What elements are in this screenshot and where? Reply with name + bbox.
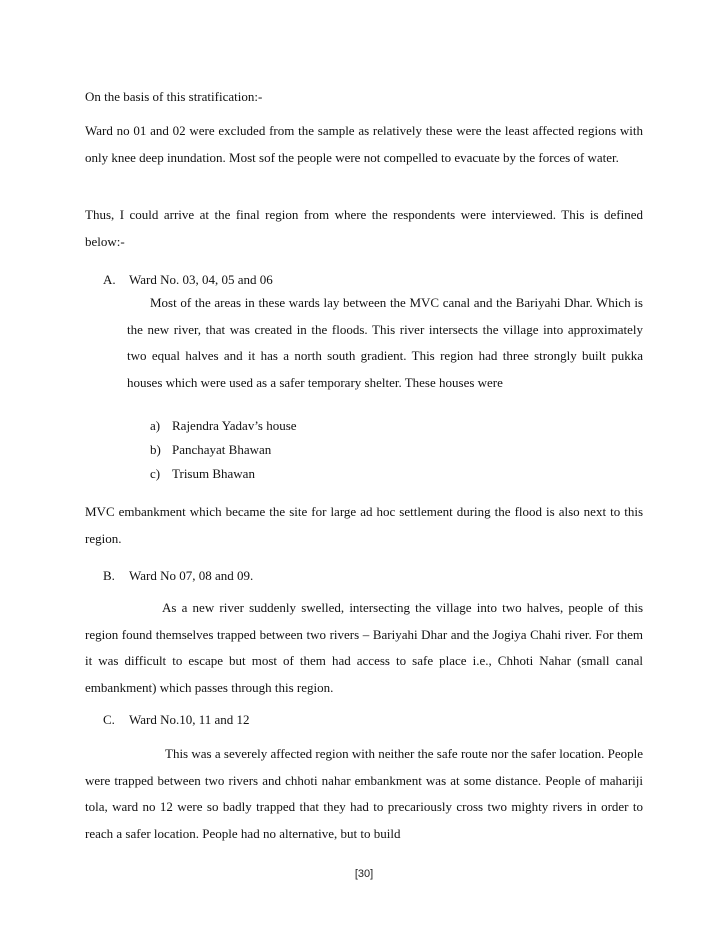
list-item-marker: a) <box>150 418 161 433</box>
section-a-text: Most of the areas in these wards lay between the MVC canal and the Bariyahi Dhar. Which is the new river, that was created in the floods. This river intersects the village into approximately two equal halves and it has a north south gradient. This region had three strongly built pukka houses which were used as a safer temporary shelter. These houses were <box>127 295 643 390</box>
list-item-marker: c) <box>150 466 161 481</box>
section-a-title: Ward No. 03, 04, 05 and 06 <box>129 272 273 287</box>
section-a-marker: A. <box>103 272 116 287</box>
section-b-body: As a new river suddenly swelled, intersecting the village into two halves, people of this region found themselves trapped between two rivers – Bariyahi Dhar and the Jogiya Chahi river. For them it was difficult to escape but most of them had access to safe place i.e., Chhoti Nahar (small canal embankment) which passes through this region. <box>85 600 643 695</box>
section-c-title: Ward No.10, 11 and 12 <box>129 712 250 727</box>
section-c-marker: C. <box>103 712 115 727</box>
list-item <box>150 438 297 462</box>
section-a-body <box>127 290 643 396</box>
page-number: [30] <box>354 868 374 880</box>
list-item-marker: b) <box>150 442 161 457</box>
list-item <box>150 462 297 486</box>
section-c-body: This was a severely affected region with neither the safe route nor the safer location. People were trapped between two rivers and chhoti nahar embankment was at some distance. People of mahariji tola, ward no 12 were so badly trapped that they had to precariously cross two mighty rivers in order to reach a safer location. People had no alternative, but to build <box>85 746 643 841</box>
section-b-title: Ward No 07, 08 and 09. <box>129 568 254 583</box>
list-item-text: Trisum Bhawan <box>172 466 255 481</box>
section-a-heading <box>103 270 273 290</box>
paragraph-excluded-wards: Ward no 01 and 02 were excluded from the sample as relatively these were the least affected regions with only knee deep inundation. Most sof the people were not compelled to evacuate by the forces of water. <box>85 123 643 165</box>
paragraph-final-region: Thus, I could arrive at the final region from where the respondents were interviewed. This is defined below:- <box>85 207 643 249</box>
list-item-text: Rajendra Yadav’s house <box>172 418 297 433</box>
list-item <box>150 414 297 438</box>
section-b-marker: B. <box>103 568 115 583</box>
section-b-heading <box>103 566 253 586</box>
shelter-list <box>150 414 297 486</box>
list-item-text: Panchayat Bhawan <box>172 442 272 457</box>
paragraph-mvc-embankment: MVC embankment which became the site for large ad hoc settlement during the flood is also next to this region. <box>85 504 643 546</box>
intro-line: On the basis of this stratification:- <box>85 89 263 104</box>
section-c-heading <box>103 710 250 730</box>
